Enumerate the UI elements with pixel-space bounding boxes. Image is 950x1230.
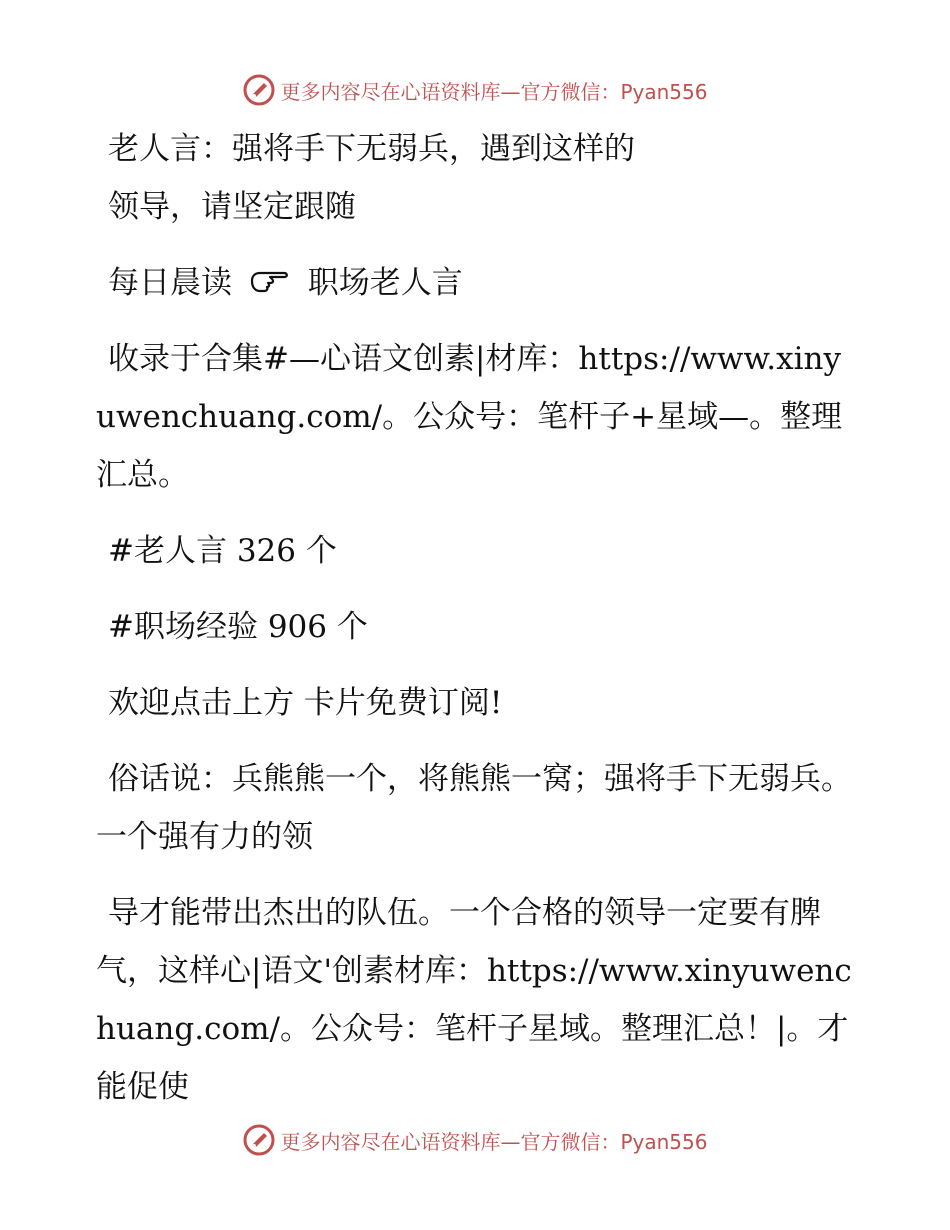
- banner-text: 更多内容尽在心语资料库—官方微信：Pyan556: [280, 1129, 708, 1154]
- category-label: 职场老人言: [307, 265, 463, 301]
- body-paragraph-2: 导才能带出杰出的队伍。一个合格的领导一定要有脾气，这样心|语文'创素材库：https://www.xinyuwenchuang.com/。公众号：笔杆子星域。整理汇总！|。才能促使: [96, 895, 852, 1105]
- document-body: [96, 120, 856, 1134]
- body-paragraph-1: 俗话说：兵熊熊一个，将熊熊一窝；强将手下无弱兵。一个强有力的领: [96, 761, 852, 855]
- footer-banner: [0, 1120, 950, 1160]
- pen-nib-logo-icon: [242, 73, 276, 107]
- title-line-1: 老人言：强将手下无弱兵，遇到这样的: [108, 131, 635, 167]
- tag-laorenyan: #老人言 326 个: [108, 533, 337, 569]
- title-line-2: 领导，请坚定跟随: [108, 189, 356, 225]
- morning-read-line: [96, 254, 856, 312]
- subscribe-line: 欢迎点击上方 卡片免费订阅!: [108, 685, 503, 721]
- collection-paragraph: 收录于合集#—心语文创素|材库：https://www.xinyuwenchuang.com/。公众号：笔杆子+星域—。整理汇总。: [96, 341, 843, 493]
- morning-read-label: 每日晨读: [108, 265, 232, 301]
- pen-nib-logo-icon: [242, 1123, 276, 1157]
- header-banner: [0, 70, 950, 110]
- tag-career-experience: #职场经验 906 个: [108, 609, 368, 645]
- pointing-hand-icon: [248, 267, 292, 297]
- banner-text: 更多内容尽在心语资料库—官方微信：Pyan556: [280, 79, 708, 104]
